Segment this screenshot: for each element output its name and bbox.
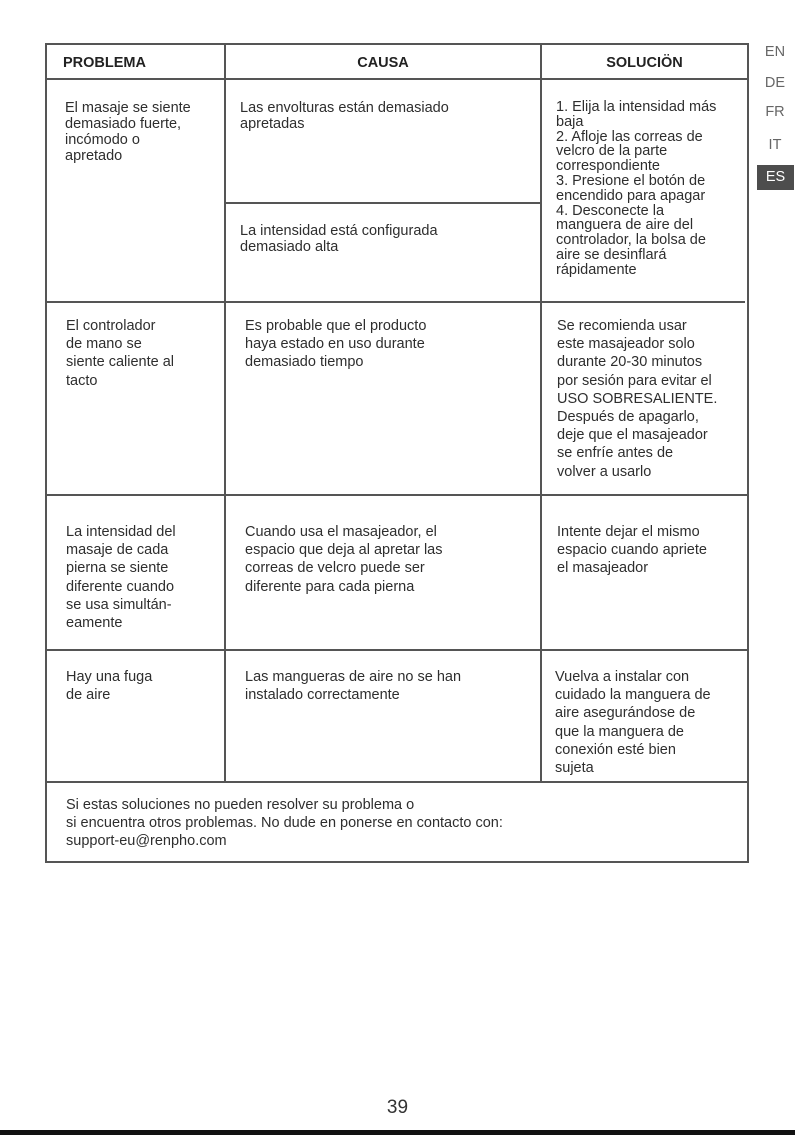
header-divider — [45, 78, 749, 80]
column-divider-2 — [540, 43, 542, 783]
row-2-solution: Se recomienda usar este masajeador solo durante 20-30 minutos por sesión para evitar el USO SOBRESALIENTE. Después de apagarlo, deje que el masajeador se enfríe antes de volver a usarlo — [557, 318, 718, 480]
row-3-solution: Intente dejar el mismo espacio cuando apriete el masajeador — [557, 524, 707, 577]
row-4-problem: Hay una fuga de aire — [66, 669, 153, 704]
row-3-problem: La intensidad del masaje de cada pierna se siente diferente cuando se usa simultán- eamente — [66, 524, 176, 632]
row-1-solution: 1. Elija la intensidad más baja 2. Afloje las correas de velcro de la parte correspondiente 3. Presione el botón de encendido para apagar 4. Desconecte la manguera de aire del controlador, la bolsa de aire se desinflará rápidamente — [556, 99, 717, 278]
row-divider-1 — [45, 301, 745, 303]
language-tab-en[interactable]: EN — [764, 44, 786, 60]
row-divider-4 — [45, 781, 749, 783]
page-number: 39 — [386, 1097, 409, 1118]
page-bottom-rule — [0, 1130, 795, 1135]
row-1-problem: El masaje se siente demasiado fuerte, incómodo o apretado — [65, 100, 191, 164]
table-border-left — [45, 43, 47, 863]
language-tab-es[interactable]: ES — [757, 165, 794, 190]
header-problem: PROBLEMA — [63, 55, 146, 71]
row-3-cause: Cuando usa el masajeador, el espacio que deja al apretar las correas de velcro puede ser diferente para cada pierna — [245, 524, 443, 595]
header-solution: SOLUCIÖN — [606, 55, 683, 71]
table-border-bottom — [45, 861, 749, 863]
language-tab-it[interactable]: IT — [768, 137, 782, 153]
row-1-cause-2: La intensidad está configurada demasiado alta — [240, 223, 438, 255]
table-border-right — [747, 43, 749, 863]
cause-subdivider — [224, 202, 541, 204]
language-tab-de[interactable]: DE — [764, 75, 786, 91]
row-divider-3 — [45, 649, 749, 651]
row-4-solution: Vuelva a instalar con cuidado la manguera de aire asegurándose de que la manguera de conexión esté bien sujeta — [555, 669, 711, 777]
column-divider-1 — [224, 43, 226, 783]
header-cause: CAUSA — [357, 55, 409, 71]
table-border-top — [45, 43, 749, 45]
row-4-cause: Las mangueras de aire no se han instalado correctamente — [245, 669, 462, 704]
row-divider-2 — [45, 494, 749, 496]
contact-note: Si estas soluciones no pueden resolver su problema o si encuentra otros problemas. No dude en ponerse en contacto con: support-eu@renpho.com — [66, 797, 503, 850]
language-tab-fr[interactable]: FR — [765, 104, 785, 120]
row-2-cause: Es probable que el producto haya estado en uso durante demasiado tiempo — [245, 318, 427, 371]
row-2-problem: El controlador de mano se siente caliente al tacto — [66, 318, 175, 389]
row-1-cause-1: Las envolturas están demasiado apretadas — [240, 100, 449, 132]
